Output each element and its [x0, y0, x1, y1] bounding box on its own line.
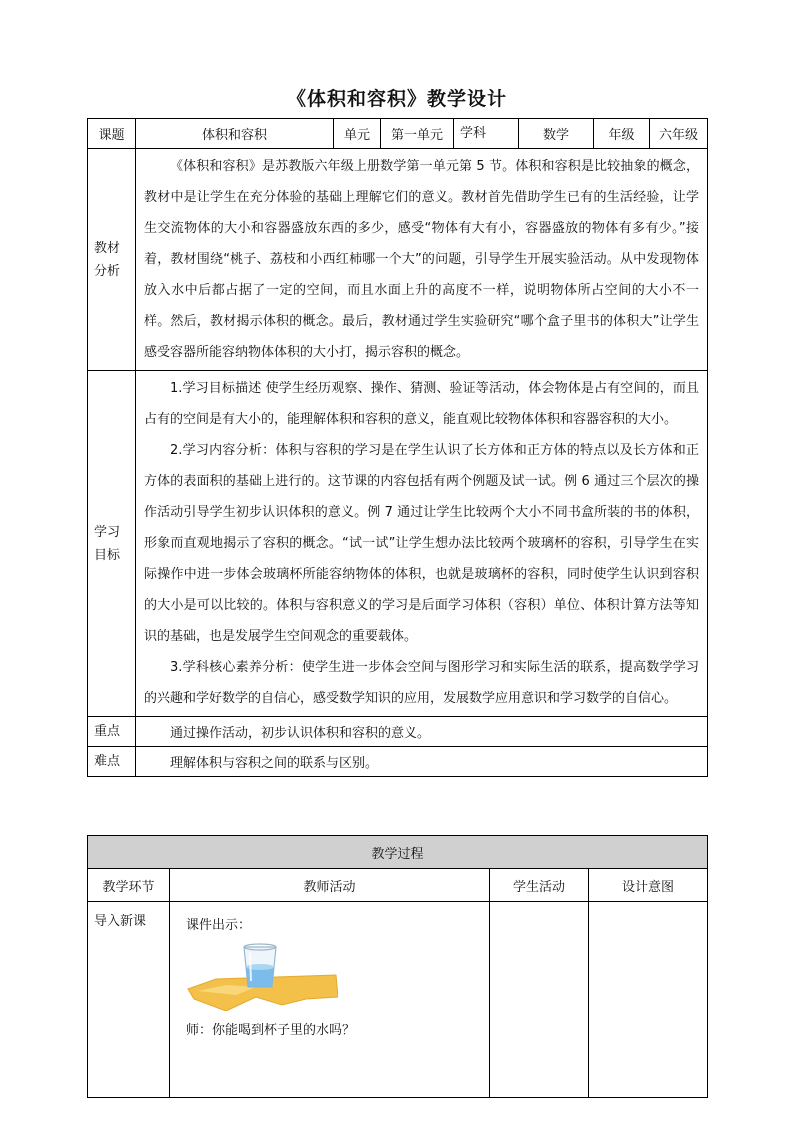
slide-label: 课件出示： — [186, 918, 252, 933]
key-point-row — [88, 717, 708, 747]
goals-label — [88, 371, 136, 717]
teaching-process-table — [87, 835, 708, 1098]
analysis-label-line2: 分析 — [94, 263, 121, 279]
goals-text-cell — [136, 371, 708, 717]
difficulty-row — [88, 747, 708, 777]
key-point-text: 通过操作活动，初步认识体积和容积的意义。 — [136, 717, 708, 747]
header-row — [88, 119, 708, 149]
document-title: 《体积和容积》教学设计 — [286, 88, 507, 110]
lesson-info-table — [87, 118, 708, 777]
goals-paragraph-2: 2.学习内容分析：体积与容积的学习是在学生认识了长方体和正方体的特点以及长方体和正方体的表面积的基础上进行的。这节课的内容包括有两个例题及试一试。例 6 通过三个层次的操作活动引导学生初步认识体积的意义。例 7 通过让学生比较两个大小不同书盒所装的书的体积，形象而直观地揭示了容积的概念。“试一试”让学生想办法比较两个玻璃杯的容积，引导学生在实际操作中进一步体会玻璃杯所能容纳物体的体积，也就是玻璃杯的容积，同时使学生认识到容积的大小是可以比较的。体积与容积意义的学习是后面学习体积（容积）单位、体积计算方法等知识的基础，也是发展学生空间观念的重要载体。 — [144, 443, 699, 644]
col-stage: 教学环节 — [88, 869, 170, 902]
analysis-row — [88, 149, 708, 371]
goals-row — [88, 371, 708, 717]
analysis-text-cell — [136, 149, 708, 371]
process-row-intro — [88, 902, 708, 1098]
unit-value: 第一单元 — [381, 119, 454, 149]
goals-label-line2: 目标 — [94, 547, 121, 563]
goals-paragraph-1: 1.学习目标描述 使学生经历观察、操作、猜测、验证等活动，体会物体是占有空间的，而且占有的空间是有大小的，能理解体积和容积的意义，能直观比较物体体积和容器容积的大小。 — [144, 381, 699, 427]
process-title: 教学过程 — [88, 836, 708, 869]
course-value: 体积和容积 — [136, 119, 334, 149]
grade-value: 六年级 — [650, 119, 708, 149]
analysis-label — [88, 149, 136, 371]
teacher-activity-intro — [170, 902, 490, 1098]
analysis-text: 《体积和容积》是苏教版六年级上册数学第一单元第 5 节。体积和容积是比较抽象的概念，教材中是让学生在充分体验的基础上理解它们的意义。教材首先借助学生已有的生活经验，让学生交流物体的大小和容器盛放东西的多少，感受“物体有大有小，容器盛放的物体有多有少。”接着，教材围绕“桃子、荔枝和小西红柿哪一个大”的问题，引导学生开展实验活动。从中发现物体放入水中后都占据了一定的空间，而且水面上升的高度不一样，说明物体所占空间的大小不一样。然后，教材揭示体积的概念。最后，教材通过学生实验研究“哪个盒子里书的体积大”让学生感受容器所能容纳物体体积的大小打，揭示容积的概念。 — [144, 159, 699, 360]
design-intent-intro — [589, 902, 708, 1098]
subject-value: 数学 — [519, 119, 594, 149]
analysis-label-line1: 教材 — [94, 240, 121, 256]
cup-on-table-image — [186, 941, 489, 1015]
difficulty-text: 理解体积与容积之间的联系与区别。 — [136, 747, 708, 777]
difficulty-label: 难点 — [88, 747, 136, 777]
stage-intro: 导入新课 — [88, 902, 170, 1098]
col-student: 学生活动 — [490, 869, 589, 902]
course-label: 课题 — [88, 119, 136, 149]
grade-label: 年级 — [594, 119, 650, 149]
subject-label: 学科 — [454, 119, 519, 149]
key-point-label: 重点 — [88, 717, 136, 747]
process-header-row — [88, 869, 708, 902]
glass-of-water-icon — [186, 941, 338, 1011]
col-teacher: 教师活动 — [170, 869, 490, 902]
student-activity-intro — [490, 902, 589, 1098]
goals-label-line1: 学习 — [94, 524, 121, 540]
goals-paragraph-3: 3.学科核心素养分析：使学生进一步体会空间与图形学习和实际生活的联系，提高数学学习的兴趣和学好数学的自信心，感受数学知识的应用，发展数学应用意识和学习数学的自信心。 — [144, 660, 699, 706]
col-intent: 设计意图 — [589, 869, 708, 902]
teacher-question: 师：你能喝到杯子里的水吗？ — [186, 1023, 356, 1038]
unit-label: 单元 — [334, 119, 381, 149]
